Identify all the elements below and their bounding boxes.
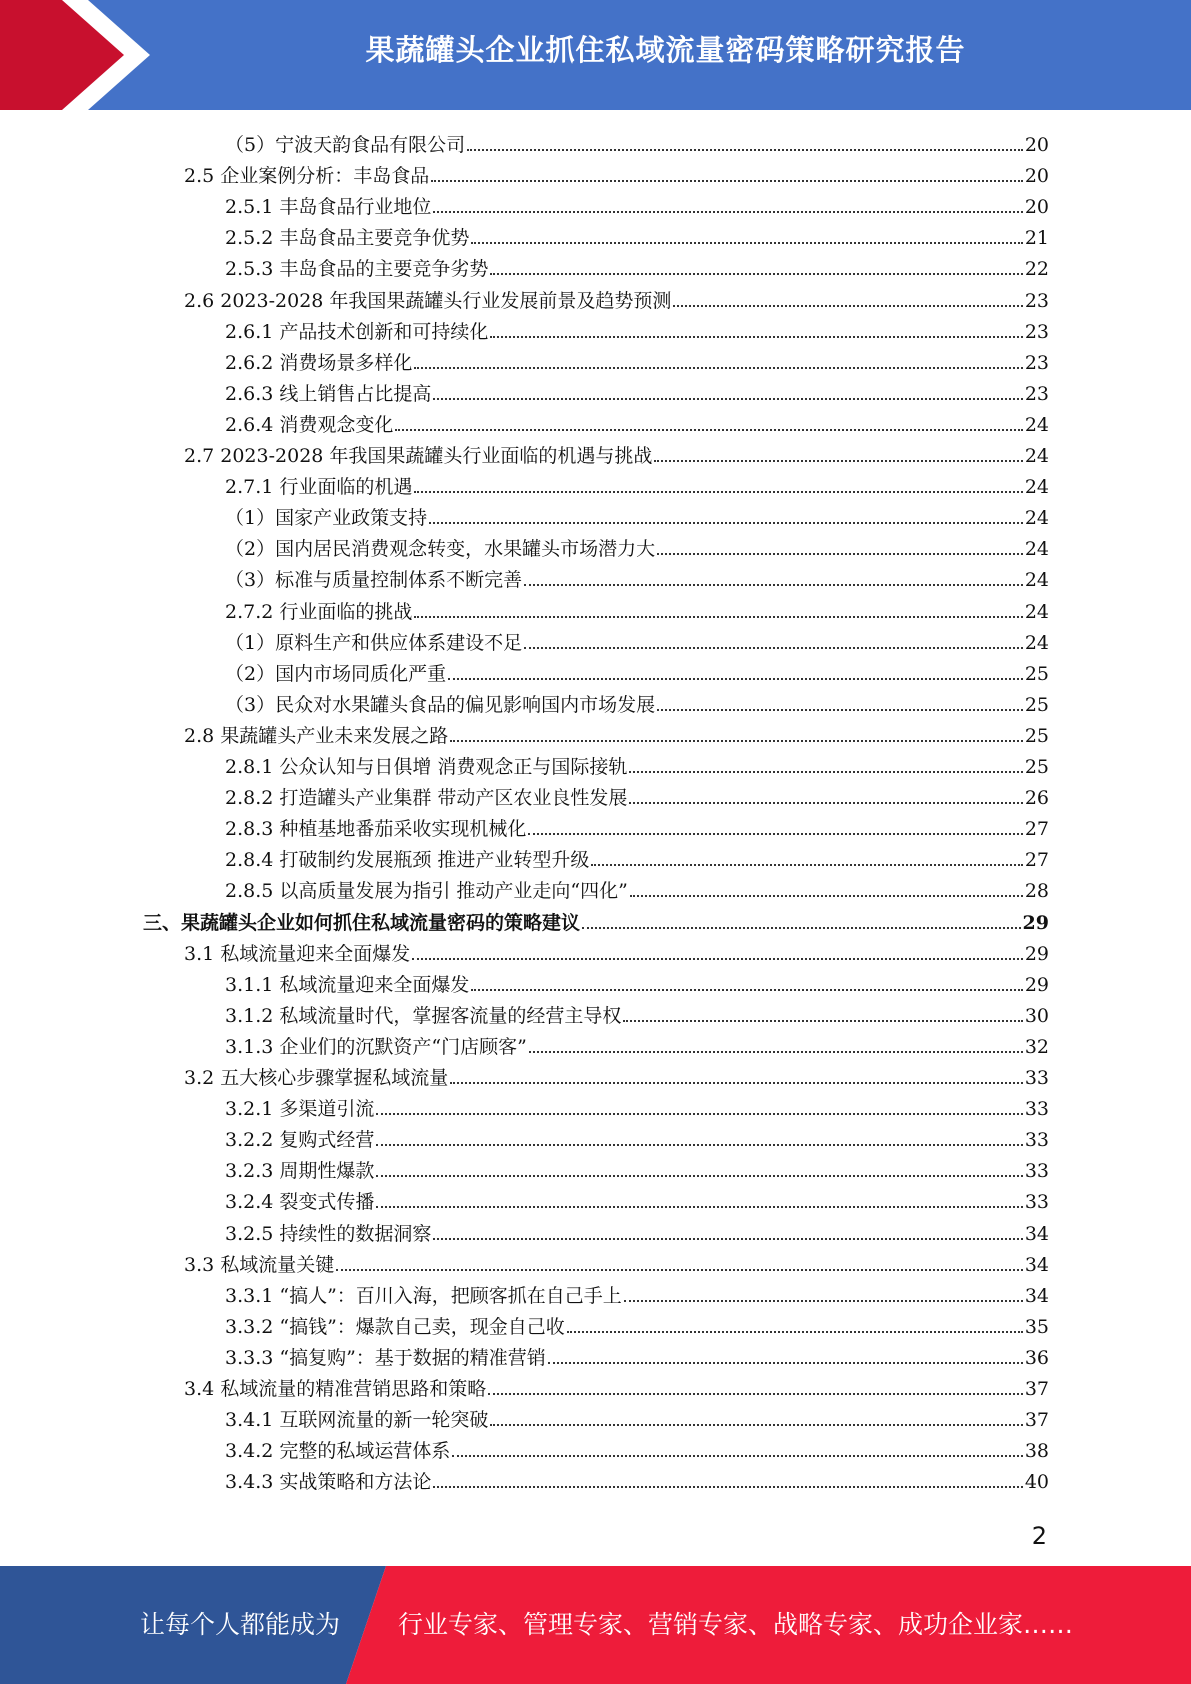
toc-entry-title: 2.8.4 打破制约发展瓶颈 推进产业转型升级 [225,849,590,872]
toc-entry[interactable] [225,967,1049,997]
footer-expert-list: 行业专家、管理专家、营销专家、战略专家、成功企业家…… [398,1610,1074,1639]
toc-entry-title: 3.2 五大核心步骤掌握私域流量 [184,1067,449,1089]
toc-entry[interactable] [225,873,1049,903]
toc-entry[interactable] [184,438,1049,468]
toc-leader-dots [433,1237,1022,1240]
toc-entry[interactable] [184,1060,1049,1090]
toc-leader-dots [450,1081,1023,1084]
toc-entry-page: 34 [1024,1284,1049,1307]
toc-entry-page: 24 [1024,538,1049,561]
toc-entry-page: 37 [1024,1409,1049,1432]
toc-entry-title: 2.8.5 以高质量发展为指引 推动产业走向“四化” [225,880,628,903]
toc-entry-title: 3.3.3 “搞复购”：基于数据的精准营销 [225,1346,546,1369]
page-footer [0,1566,1191,1684]
toc-entry[interactable] [184,158,1049,188]
toc-leader-dots [624,1299,1023,1302]
toc-entry-title: 2.6.1 产品技术创新和可持续化 [225,320,489,343]
toc-entry[interactable] [225,531,1049,561]
toc-leader-dots [630,894,1023,897]
toc-leader-dots [657,708,1023,711]
toc-leader-dots [376,1112,1022,1115]
toc-entry-title: （3）民众对水果罐头食品的偏见影响国内市场发展 [225,693,656,716]
toc-entry-title: 3.3 私域流量关键 [184,1253,335,1276]
toc-entry-title: 2.6.4 消费观念变化 [225,413,394,436]
toc-leader-dots [567,1330,1023,1333]
toc-entry-page: 20 [1024,134,1049,156]
toc-entry-page: 27 [1024,818,1049,841]
toc-entry[interactable] [225,687,1049,717]
toc-leader-dots [629,801,1022,804]
toc-entry-page: 25 [1024,693,1049,716]
toc-entry-page: 22 [1024,258,1049,281]
toc-entry-title: 3.4.3 实战策略和方法论 [225,1471,432,1494]
toc-entry-title: 3.4.2 完整的私域运营体系 [225,1440,451,1463]
toc-entry-title: 2.6.2 消费场景多样化 [225,351,413,374]
toc-entry-page: 24 [1024,476,1049,499]
page-header [0,0,1191,110]
toc-entry-title: 3.1.3 企业们的沉默资产“门店顾客” [225,1035,527,1058]
toc-leader-dots [673,304,1022,307]
toc-entry-title: 3.4 私域流量的精准营销思路和策略 [184,1378,487,1400]
toc-leader-dots [654,459,1022,462]
toc-entry-page: 34 [1024,1222,1049,1245]
toc-entry-title: 2.5.1 丰岛食品行业地位 [225,196,432,219]
toc-leader-dots [529,1050,1023,1053]
toc-leader-dots [414,490,1022,493]
toc-leader-dots [591,863,1022,866]
toc-entry-page: 33 [1024,1129,1049,1152]
toc-entry-page: 23 [1024,320,1049,343]
toc-entry-page: 33 [1024,1098,1049,1121]
toc-entry-title: 2.6.3 线上销售占比提高 [225,382,432,405]
toc-leader-dots [490,272,1022,275]
toc-leader-dots [414,366,1022,369]
toc-entry-page: 25 [1024,724,1049,747]
toc-entry-title: 3.2.3 周期性爆款 [225,1160,375,1183]
toc-entry[interactable] [225,1309,1049,1339]
toc-entry-page: 27 [1024,849,1049,872]
toc-leader-dots [433,1485,1022,1488]
toc-entry-page: 34 [1024,1253,1049,1276]
toc-entry-page: 21 [1024,227,1049,250]
toc-entry-page: 23 [1024,351,1049,374]
toc-entry[interactable] [225,469,1049,499]
toc-entry-title: （1）国家产业政策支持 [225,507,428,530]
toc-leader-dots [488,1392,1023,1395]
toc-entry[interactable] [225,780,1049,810]
toc-entry-page: 25 [1024,662,1049,685]
toc-entry-page: 24 [1024,569,1049,592]
toc-entry[interactable] [184,1371,1049,1401]
toc-entry-title: 3.1.1 私域流量迎来全面爆发 [225,973,470,996]
toc-entry-title: 2.7.1 行业面临的机遇 [225,476,413,499]
toc-leader-dots [490,335,1022,338]
toc-entry-page: 20 [1024,165,1049,188]
toc-leader-dots [395,428,1022,431]
toc-leader-dots [429,521,1023,524]
toc-entry[interactable] [225,376,1049,406]
toc-entry-title: 3.2.2 复购式经营 [225,1129,375,1152]
page-number: 2 [1031,1522,1047,1550]
toc-leader-dots [524,583,1023,586]
toc-entry-page: 37 [1024,1378,1049,1400]
toc-entry[interactable] [225,251,1049,281]
toc-entry[interactable] [225,656,1049,686]
toc-entry[interactable] [225,998,1049,1028]
toc-entry-page: 32 [1024,1035,1049,1058]
toc-entry-title: （2）国内居民消费观念转变，水果罐头市场潜力大 [225,538,656,561]
toc-leader-dots [467,148,1023,151]
toc-entry-page: 29 [1022,911,1049,934]
toc-entry-title: 3.2.5 持续性的数据洞察 [225,1222,432,1245]
toc-entry-page: 40 [1024,1471,1049,1494]
toc-leader-dots [657,552,1023,555]
toc-entry[interactable] [225,1402,1049,1432]
toc-entry[interactable] [184,283,1049,313]
toc-entry-title: 2.8.3 种植基地番茄采收实现机械化 [225,818,527,841]
toc-entry-title: 三、果蔬罐头企业如何抓住私域流量密码的策略建议 [143,911,581,934]
toc-entry[interactable] [225,1340,1049,1370]
toc-entry[interactable] [225,625,1049,655]
toc-entry-page: 29 [1024,942,1049,965]
toc-entry-page: 20 [1024,196,1049,219]
toc-entry[interactable] [225,1091,1049,1121]
footer-slogan: 让每个人都能成为 [140,1610,341,1639]
toc-entry-title: 3.3.1 “搞人”：百川入海，把顾客抓在自己手上 [225,1284,622,1307]
toc-leader-dots [548,1361,1023,1364]
toc-leader-dots [582,926,1021,929]
toc-entry[interactable] [225,1278,1049,1308]
toc-entry[interactable] [184,1247,1049,1277]
toc-entry-page: 24 [1024,507,1049,530]
toc-leader-dots [629,770,1022,773]
toc-entry-page: 26 [1024,787,1049,810]
toc-entry-title: （5）宁波天韵食品有限公司 [225,134,466,156]
toc-entry[interactable] [225,1029,1049,1059]
toc-entry[interactable] [225,314,1049,344]
toc-entry-page: 33 [1024,1191,1049,1214]
toc-entry-page: 33 [1024,1067,1049,1089]
toc-leader-dots [412,957,1023,960]
toc-entry-title: 2.8 果蔬罐头产业未来发展之路 [184,724,449,747]
toc-leader-dots [433,210,1022,213]
toc-leader-dots [471,988,1022,991]
toc-entry[interactable] [184,936,1049,966]
toc-entry[interactable] [225,842,1049,872]
toc-leader-dots [376,1174,1022,1177]
toc-leader-dots [448,677,1023,680]
toc-entry[interactable] [225,811,1049,841]
toc-entry-page: 30 [1024,1004,1049,1027]
toc-entry-title: 2.8.2 打造罐头产业集群 带动产区农业良性发展 [225,787,628,810]
toc-entry-title: 3.3.2 “搞钱”：爆款自己卖，现金自己收 [225,1315,565,1338]
toc-entry[interactable] [225,1184,1049,1214]
toc-leader-dots [336,1268,1023,1271]
toc-entry[interactable] [225,127,1049,157]
toc-entry-title: 2.8.1 公众认知与日俱增 消费观念正与国际接轨 [225,756,628,778]
toc-entry-page: 36 [1024,1346,1049,1369]
toc-entry[interactable] [225,220,1049,250]
toc-entry[interactable] [225,189,1049,219]
toc-leader-dots [528,832,1022,835]
toc-entry[interactable] [225,594,1049,624]
toc-entry-page: 23 [1024,382,1049,405]
report-title: 果蔬罐头企业抓住私域流量密码策略研究报告 [365,33,966,67]
toc-entry[interactable] [225,1122,1049,1152]
toc-entry-page: 24 [1024,600,1049,623]
toc-entry-page: 24 [1024,445,1049,467]
toc-leader-dots [433,397,1022,400]
toc-entry[interactable] [225,345,1049,375]
toc-entry-title: 2.5.3 丰岛食品的主要竞争劣势 [225,258,489,281]
toc-entry-title: 2.6 2023-2028 年我国果蔬罐头行业发展前景及趋势预测 [184,289,672,312]
toc-leader-dots [490,1423,1022,1426]
toc-leader-dots [623,1019,1022,1022]
toc-entry[interactable] [225,407,1049,437]
toc-entry-page: 28 [1024,880,1049,903]
toc-entry-title: 3.1 私域流量迎来全面爆发 [184,942,411,965]
toc-leader-dots [414,615,1022,618]
toc-entry-title: 3.1.2 私域流量时代，掌握客流量的经营主导权 [225,1004,622,1027]
toc-entry-title: （3）标准与质量控制体系不断完善 [225,569,523,592]
toc-entry-title: 2.7 2023-2028 年我国果蔬罐头行业面临的机遇与挑战 [184,445,653,467]
toc-entry[interactable] [225,500,1049,530]
toc-entry-page: 33 [1024,1160,1049,1183]
toc-entry-title: 2.7.2 行业面临的挑战 [225,600,413,623]
toc-entry-title: （1）原料生产和供应体系建设不足 [225,631,523,654]
toc-entry-page: 24 [1024,631,1049,654]
toc-entry[interactable] [225,1433,1049,1463]
toc-entry[interactable] [225,1464,1049,1494]
toc-leader-dots [376,1205,1022,1208]
toc-entry-title: 2.5.2 丰岛食品主要竞争优势 [225,227,470,250]
toc-entry-page: 38 [1024,1440,1049,1463]
toc-entry[interactable] [225,1153,1049,1183]
toc-entry-page: 29 [1024,973,1049,996]
toc-entry[interactable] [184,718,1049,748]
toc-leader-dots [452,1454,1022,1457]
toc-entry-page: 35 [1024,1315,1049,1338]
toc-leader-dots [376,1143,1022,1146]
toc-leader-dots [524,646,1023,649]
toc-entry[interactable] [225,749,1049,779]
toc-entry-title: 3.2.4 裂变式传播 [225,1191,375,1214]
toc-entry-title: 3.2.1 多渠道引流 [225,1098,375,1121]
toc-entry-page: 25 [1024,756,1049,778]
toc-leader-dots [431,179,1023,182]
toc-entry-title: （2）国内市场同质化严重 [225,662,447,685]
toc-leader-dots [471,241,1022,244]
toc-entry[interactable] [225,1216,1049,1246]
toc-entry-title: 3.4.1 互联网流量的新一轮突破 [225,1409,489,1432]
toc-leader-dots [450,739,1023,742]
toc-entry-page: 23 [1024,289,1049,312]
toc-entry-page: 24 [1024,413,1049,436]
toc-entry[interactable] [143,905,1049,935]
toc-entry-title: 2.5 企业案例分析：丰岛食品 [184,165,430,188]
toc-entry[interactable] [225,562,1049,592]
